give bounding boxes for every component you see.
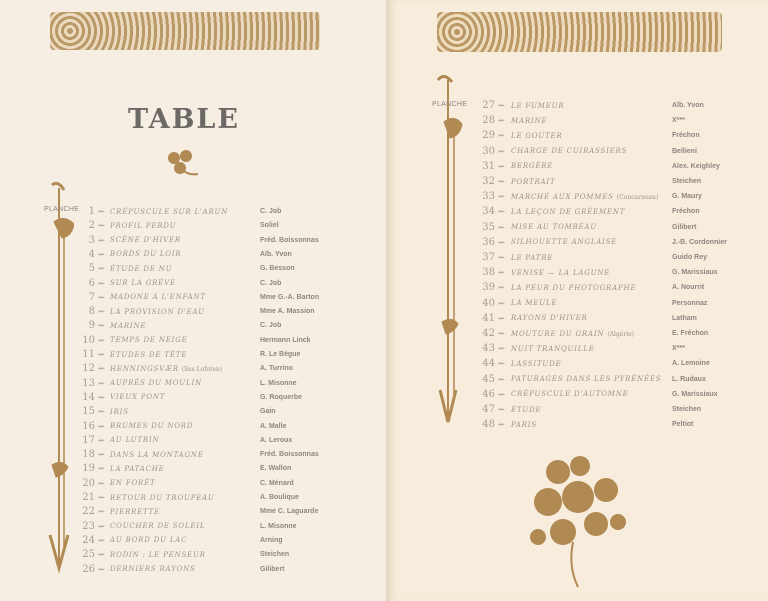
plate-number: 33	[482, 191, 495, 203]
artist-name: Latham	[672, 314, 697, 322]
plate-number: 8	[88, 306, 95, 318]
artist-name: Fréd. Boissonnas	[260, 236, 319, 244]
table-entry	[0, 477, 380, 490]
arrow-icon: ⇜	[498, 146, 505, 156]
plate-title-text: PARIS	[511, 420, 537, 429]
table-entry	[0, 462, 380, 475]
arrow-icon: ⇜	[98, 464, 105, 474]
plate-number: 31	[482, 160, 495, 172]
planche-label: PLANCHE	[432, 101, 468, 108]
plate-number: 14	[82, 391, 95, 403]
plate-title	[511, 360, 561, 368]
arrow-icon: ⇜	[98, 249, 105, 259]
table-entry	[0, 491, 380, 504]
plate-title	[110, 565, 196, 573]
plate-title	[110, 551, 206, 559]
plate-title-text: VENISE — LA LAGUNE	[511, 268, 611, 277]
plate-title-text: SUR LA GRÈVE	[110, 279, 176, 287]
plate-title-text: AU BORD DU LAC	[110, 536, 188, 545]
floral-banner-ornament	[437, 12, 722, 52]
plate-number: 22	[82, 506, 95, 518]
arrow-icon: ⇜	[498, 374, 505, 384]
table-entry	[0, 391, 380, 404]
artist-name: E. Fréchon	[672, 330, 709, 337]
plate-number: 43	[482, 343, 495, 355]
plate-number: 10	[82, 334, 95, 346]
plate-title	[110, 351, 187, 359]
plate-title-text: BORDS DU LOIR	[110, 250, 182, 259]
plate-title-text: ÉTUDES DE TÊTE	[110, 350, 188, 359]
arrow-icon: ⇜	[98, 278, 105, 288]
arrow-icon: ⇜	[98, 221, 105, 231]
arrow-icon: ⇜	[98, 235, 105, 245]
plate-number: 41	[482, 312, 495, 324]
plate-number: 46	[482, 388, 495, 400]
plate-number: 24	[82, 534, 95, 546]
plate-title	[511, 178, 555, 186]
arrow-icon: ⇜	[98, 507, 105, 517]
arrow-icon: ⇜	[98, 535, 105, 545]
plate-number: 12	[82, 363, 95, 375]
table-entry	[386, 403, 766, 416]
artist-name: C. Job	[260, 279, 282, 287]
plate-title	[511, 208, 625, 216]
plate-title	[511, 299, 557, 307]
plate-number: 48	[482, 419, 495, 431]
arrow-icon: ⇜	[498, 207, 505, 217]
artist-name: Arning	[260, 536, 283, 544]
table-entry	[0, 377, 380, 390]
plate-number: 3	[88, 234, 95, 246]
plate-number: 32	[482, 176, 495, 187]
plate-title	[110, 494, 215, 502]
plate-title	[110, 393, 165, 401]
plate-title-text: HENNINGSVÆR	[110, 364, 179, 373]
artist-name: C. Job	[260, 322, 282, 330]
plate-title	[110, 293, 206, 301]
plate-number: 15	[82, 406, 95, 418]
plate-number: 16	[82, 420, 95, 432]
arrow-icon: ⇜	[498, 268, 505, 278]
plate-number: 39	[482, 282, 495, 294]
plate-title	[110, 536, 187, 544]
plate-title	[511, 421, 537, 429]
plate-title-text: DERNIERS RAYONS	[110, 565, 196, 573]
plate-title-text: MARINE	[511, 116, 548, 125]
plate-title	[110, 436, 159, 444]
plate-title	[110, 322, 146, 330]
plate-title	[110, 508, 160, 516]
table-entry	[0, 348, 380, 361]
plate-number: 27	[482, 100, 495, 111]
arrow-icon: ⇜	[98, 407, 105, 417]
plate-title	[511, 314, 588, 322]
plate-title	[511, 147, 627, 155]
plate-title	[511, 193, 658, 201]
plate-title-text: ÉTUDE	[511, 405, 542, 414]
plate-title-text: MARINE	[110, 321, 147, 330]
artist-name: G. Besson	[260, 265, 295, 273]
table-entry	[386, 190, 766, 203]
arrow-icon: ⇜	[98, 321, 105, 331]
artist-name: X***	[672, 345, 685, 353]
plate-title-text: PORTRAIT	[511, 177, 556, 186]
arrow-icon: ⇜	[98, 478, 105, 488]
table-entry	[0, 205, 380, 218]
arrow-icon: ⇜	[498, 101, 505, 110]
table-entry	[386, 175, 766, 188]
arrow-icon: ⇜	[498, 192, 505, 202]
arrow-icon: ⇜	[98, 421, 105, 431]
plate-title-text: CHARGE DE CUIRASSIERS	[511, 147, 628, 156]
table-entry	[386, 266, 766, 279]
arrow-icon: ⇜	[498, 298, 505, 308]
table-entry	[0, 548, 380, 561]
artist-name: Guido Rey	[672, 254, 708, 261]
plate-title-text: LASSITUDE	[511, 359, 562, 368]
plate-title	[110, 279, 176, 287]
artist-name: C. Job	[260, 208, 282, 215]
plate-title-text: MOUTURE DU GRAIN	[511, 329, 605, 338]
plate-title-text: SCÈNE D'HIVER	[110, 236, 181, 245]
plate-number: 21	[82, 492, 95, 503]
plate-number: 37	[482, 252, 495, 263]
plate-title-text: PATURAGES DANS LES PYRÉNÉES	[511, 375, 662, 384]
arrow-icon: ⇜	[98, 450, 105, 460]
artist-name: Peltiot	[672, 421, 694, 429]
table-entry	[0, 534, 380, 547]
artist-name: C. Ménard	[260, 479, 294, 487]
plate-title-text: PIERRETTE	[110, 507, 161, 516]
artist-name: Mme A. Massion	[260, 308, 315, 316]
arrow-icon: ⇜	[98, 335, 105, 345]
artist-name: Fréchon	[672, 208, 700, 216]
plate-title-text: CRÉPUSCULE SUR L'ARUN	[110, 207, 229, 216]
plate-number: 44	[482, 358, 495, 370]
arrow-icon: ⇜	[498, 420, 505, 430]
plate-number: 13	[82, 377, 95, 389]
plate-title-text: MISE AU TOMBEAU	[511, 223, 598, 232]
plate-number: 29	[482, 130, 495, 142]
artist-name: A. Boulique	[260, 494, 299, 501]
plate-number: 45	[482, 373, 495, 385]
plate-number: 20	[82, 477, 95, 489]
plate-number: 47	[482, 404, 495, 415]
table-entry	[386, 129, 766, 142]
table-entry	[386, 342, 766, 355]
plate-title	[511, 254, 553, 262]
artist-name: Alb. Yvon	[260, 250, 292, 258]
artist-name: Fréd. Boissonnas	[260, 451, 319, 459]
plate-title-text: IRIS	[110, 407, 129, 416]
plate-number: 1	[88, 206, 95, 217]
arrow-icon: ⇜	[98, 378, 105, 388]
arrow-icon: ⇜	[498, 283, 505, 293]
plate-title-text: BRUMES DU NORD	[110, 422, 194, 430]
plate-title	[511, 345, 595, 353]
plate-title	[511, 223, 597, 231]
table-entry	[0, 563, 380, 576]
plate-title	[511, 390, 629, 398]
artist-name: Gilibert	[260, 565, 285, 573]
planche-label: PLANCHE	[44, 206, 80, 213]
table-entry	[0, 234, 380, 247]
plate-number: 18	[82, 449, 95, 461]
arrow-icon: ⇜	[498, 131, 505, 141]
artist-name: L. Rudaux	[672, 375, 706, 383]
table-entry	[386, 160, 766, 173]
artist-name: Bellieni	[672, 147, 697, 155]
plate-title	[511, 406, 541, 414]
arrow-icon: ⇜	[98, 564, 105, 574]
plate-title	[110, 479, 156, 487]
plate-title-text: LE GOUTER	[511, 131, 563, 140]
arrow-icon: ⇜	[98, 350, 105, 359]
plate-number: 30	[482, 145, 495, 157]
table-entry	[386, 327, 766, 340]
plate-number: 7	[88, 291, 95, 303]
plate-title-text: DANS LA MONTAGNE	[110, 450, 204, 459]
plate-title	[511, 284, 636, 292]
artist-name: X***	[672, 117, 685, 125]
plate-title	[110, 379, 202, 387]
arrow-icon: ⇜	[98, 307, 105, 317]
artist-name: Mme G.-A. Barton	[260, 293, 320, 301]
plate-number: 19	[82, 463, 95, 475]
arrow-icon: ⇜	[98, 493, 105, 502]
arrow-icon: ⇜	[98, 264, 105, 274]
table-entry	[386, 312, 766, 325]
artist-name: E. Wallon	[260, 465, 292, 473]
arrow-icon: ⇜	[498, 359, 505, 369]
plate-title	[511, 117, 547, 125]
artist-name: A. Leroux	[260, 436, 293, 444]
arrow-icon: ⇜	[498, 405, 505, 414]
violet-flower-illustration	[518, 452, 633, 592]
clover-ornament	[164, 148, 200, 180]
plate-number: 5	[88, 263, 95, 275]
plate-title	[511, 162, 553, 170]
arrow-icon: ⇜	[498, 344, 505, 354]
arrow-icon: ⇜	[498, 237, 505, 247]
plate-title-text: BERGÈRE	[511, 162, 554, 171]
table-entry	[0, 505, 380, 518]
plate-title-text: NUIT TRANQUILLE	[511, 344, 595, 353]
plate-title	[511, 238, 617, 246]
plate-title-text: LE PATRE	[511, 253, 554, 262]
plate-number: 4	[88, 248, 95, 260]
plate-title-text: COUCHER DE SOLEIL	[110, 522, 206, 531]
table-entry	[386, 281, 766, 294]
table-entry	[386, 145, 766, 158]
plate-number: 11	[82, 349, 95, 360]
plate-location: (Concarneau)	[616, 193, 659, 201]
plate-title	[110, 208, 228, 216]
artist-name: R. Le Bègue	[260, 351, 301, 358]
arrow-icon: ⇜	[498, 313, 505, 323]
table-entry	[386, 297, 766, 310]
plate-title	[511, 375, 661, 383]
plate-title-text: ÉTUDE DE NU	[110, 264, 173, 273]
artist-name: G. Maury	[672, 193, 702, 201]
plate-location: (îles Lofoten)	[181, 365, 223, 373]
plate-title	[511, 132, 562, 140]
table-entry	[0, 305, 380, 318]
arrow-icon: ⇜	[498, 253, 505, 262]
plate-title	[110, 265, 172, 273]
table-entry	[0, 448, 380, 461]
artist-name: Steichen	[672, 178, 702, 185]
artist-name: G. Roquerbe	[260, 393, 303, 401]
plate-title	[110, 308, 205, 316]
artist-name: J.-B. Cordonnier	[672, 238, 727, 246]
artist-name: L. Misonne	[260, 379, 297, 387]
arrow-icon: ⇜	[498, 161, 505, 171]
plate-title-text: LA LEÇON DE GRÉEMENT	[511, 207, 626, 216]
artist-name: Alb. Yvon	[672, 102, 704, 109]
plate-title	[110, 222, 176, 230]
plate-number: 9	[88, 320, 95, 332]
artist-name: A. Lemoine	[672, 360, 710, 368]
table-entry	[0, 362, 380, 375]
arrow-icon: ⇜	[98, 435, 105, 445]
table-entry	[0, 219, 380, 232]
table-entry	[0, 319, 380, 332]
arrow-icon: ⇜	[498, 177, 505, 186]
artist-name: Gain	[260, 408, 276, 416]
arrow-icon: ⇜	[98, 392, 105, 402]
plate-number: 42	[482, 328, 495, 339]
plate-title-text: RETOUR DU TROUPEAU	[110, 493, 215, 502]
table-entry	[386, 236, 766, 249]
artist-name: Gilibert	[672, 223, 697, 231]
plate-number: 28	[482, 115, 495, 127]
plate-number: 6	[88, 277, 95, 289]
table-entry	[386, 205, 766, 218]
plate-title	[110, 336, 188, 344]
floral-banner-ornament	[50, 12, 320, 50]
plate-title	[511, 269, 610, 277]
plate-title-text: MADONE A L'ENFANT	[110, 293, 206, 302]
table-entry	[0, 262, 380, 275]
table-entry	[0, 291, 380, 304]
artist-name: A. Turrino	[260, 365, 293, 373]
plate-title-text: MARCHÉ AUX POMMES	[511, 192, 614, 201]
plate-title-text: TEMPS DE NEIGE	[110, 336, 188, 345]
plate-title	[110, 250, 181, 258]
plate-number: 17	[82, 434, 95, 446]
plate-title	[511, 102, 564, 110]
plate-title	[110, 365, 222, 373]
arrow-icon: ⇜	[98, 521, 105, 531]
plate-number: 38	[482, 267, 495, 279]
plate-title	[511, 330, 634, 338]
artist-name: Mme C. Laguarde	[260, 508, 319, 516]
table-entry	[0, 277, 380, 290]
plate-number: 23	[82, 520, 95, 532]
plate-title-text: SILHOUETTE ANGLAISE	[511, 238, 618, 247]
arrow-icon: ⇜	[98, 207, 105, 216]
arrow-icon: ⇜	[498, 329, 505, 338]
plate-title	[110, 522, 205, 530]
table-entry	[386, 357, 766, 370]
artist-name: Fréchon	[672, 132, 700, 140]
plate-title	[110, 451, 204, 459]
plate-title-text: LA MEULE	[511, 299, 558, 308]
arrow-icon: ⇜	[98, 364, 105, 374]
artist-name: Soliel	[260, 222, 279, 230]
plate-title-text: AUPRÈS DU MOULIN	[110, 379, 202, 388]
artist-name: G. Marissiaux	[672, 390, 718, 398]
arrow-icon: ⇜	[498, 389, 505, 399]
table-entry	[386, 373, 766, 386]
plate-title-text: EN FORÊT	[110, 479, 156, 488]
plate-title-text: LA PROVISION D'EAU	[110, 307, 205, 316]
plate-title-text: VIEUX PONT	[110, 393, 166, 402]
plate-title-text: RAYONS D'HIVER	[511, 314, 588, 323]
artist-name: A. Nourrit	[672, 284, 705, 292]
artist-name: G. Marissiaux	[672, 269, 718, 277]
artist-name: Alex. Keighley	[672, 162, 720, 170]
plate-location: (Algérie)	[607, 330, 635, 338]
plate-number: 36	[482, 236, 495, 248]
arrow-icon: ⇜	[498, 116, 505, 126]
table-entry	[0, 520, 380, 533]
table-entry	[0, 334, 380, 347]
table-entry	[0, 248, 380, 261]
artist-name: Steichen	[260, 551, 290, 559]
plate-title-text: LA PEUR DU PHOTOGRAPHE	[511, 283, 637, 292]
table-entry	[386, 221, 766, 234]
artist-name: Hermann Linck	[260, 336, 311, 344]
arrow-icon: ⇜	[98, 550, 105, 560]
page-title: TABLE	[128, 104, 240, 135]
plate-title-text: LA PATACHE	[110, 464, 165, 473]
table-entry	[0, 434, 380, 447]
table-entry	[386, 418, 766, 431]
plate-number: 26	[82, 563, 95, 575]
plate-number: 35	[482, 221, 495, 233]
plate-number: 25	[82, 549, 95, 561]
plate-title-text: RODIN : LE PENSEUR	[110, 550, 206, 559]
artist-name: L. Misonne	[260, 522, 297, 530]
plate-title	[110, 408, 129, 416]
table-entry	[386, 114, 766, 127]
table-entry	[386, 251, 766, 264]
table-entry	[386, 388, 766, 401]
plate-number: 40	[482, 297, 495, 309]
plate-title-text: LE FUMEUR	[511, 101, 565, 110]
right-page	[386, 0, 768, 601]
plate-number: 34	[482, 206, 495, 218]
plate-title	[110, 465, 165, 473]
arrow-icon: ⇜	[498, 222, 505, 232]
plate-title-text: CRÉPUSCULE D'AUTOMNE	[511, 390, 629, 399]
arrow-icon: ⇜	[98, 292, 105, 302]
table-entry	[386, 99, 766, 112]
plate-title	[110, 422, 193, 430]
plate-number: 2	[88, 220, 95, 232]
artist-name: Steichen	[672, 406, 702, 413]
plate-title-text: PROFIL PERDU	[110, 221, 177, 230]
artist-name: Personnaz	[672, 299, 708, 307]
table-entry	[0, 420, 380, 433]
table-entry	[0, 405, 380, 418]
artist-name: A. Malle	[260, 422, 287, 430]
plate-title	[110, 236, 181, 244]
plate-title-text: AU LUTRIN	[110, 436, 160, 445]
